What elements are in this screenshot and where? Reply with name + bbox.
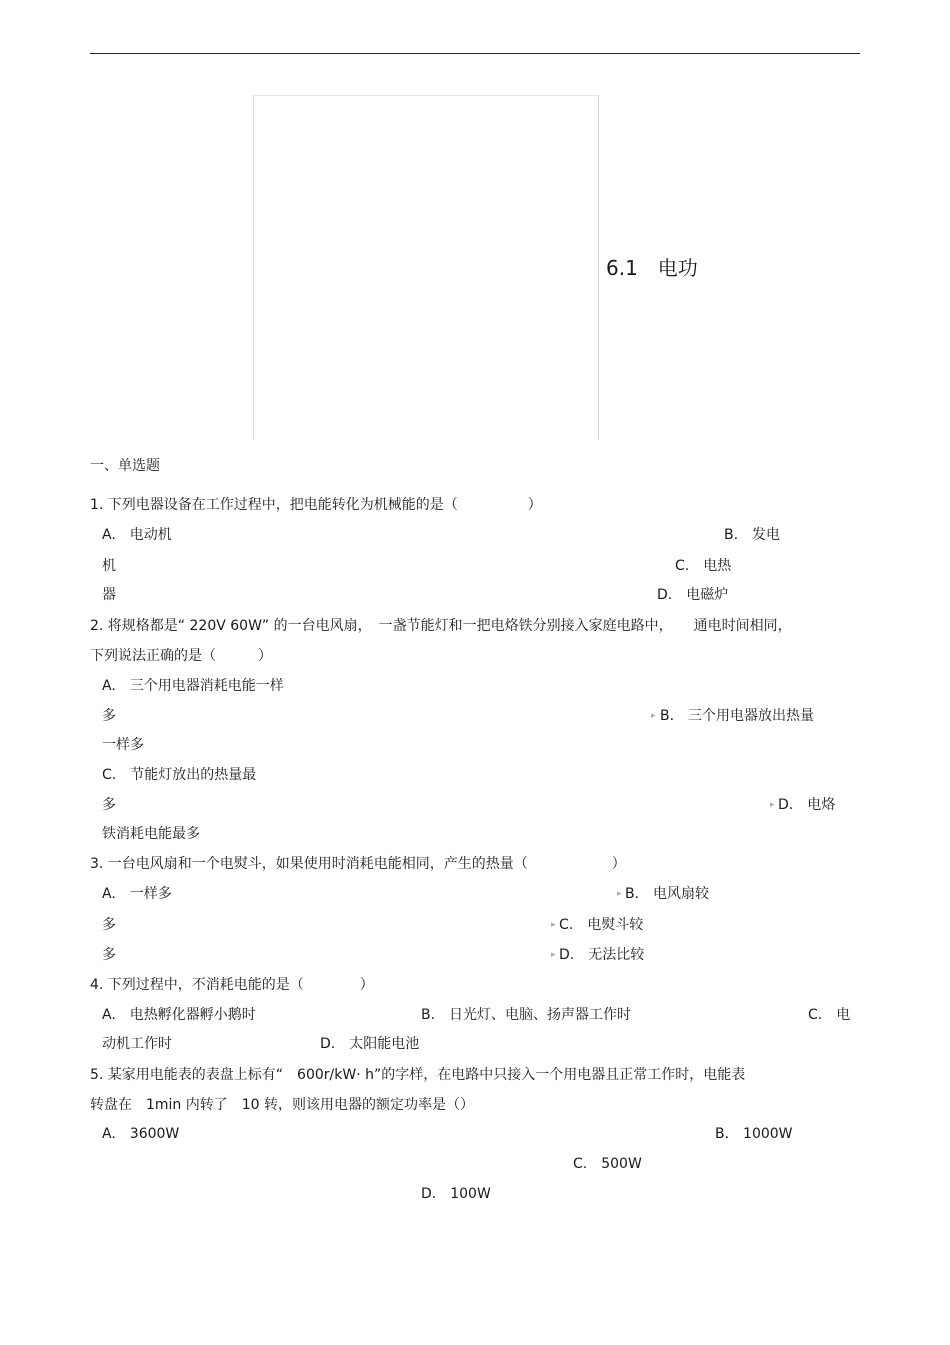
question-5-option-d: D. 100W: [421, 1186, 491, 1202]
question-2-stem-line-2: 下列说法正确的是（ ）: [90, 648, 272, 664]
question-5-stem-line-2: 转盘在 1min 内转了 10 转，则该用电器的额定功率是（）: [90, 1097, 475, 1113]
image-frame: [253, 95, 599, 440]
question-5-option-b: B. 1000W: [715, 1126, 793, 1142]
question-3-option-a: A. 一样多: [102, 886, 172, 902]
section-heading: 一、单选题: [90, 458, 160, 474]
marker-glyph: ▸: [551, 920, 556, 930]
marker-glyph: ▸: [651, 711, 656, 721]
question-3-option-c-cont: 多: [102, 947, 116, 963]
question-3-option-d: D. 无法比较: [559, 947, 645, 963]
question-1-stem: 1. 下列电器设备在工作过程中，把电能转化为机械能的是（ ）: [90, 497, 542, 513]
question-3-option-b-cont: 多: [102, 917, 116, 933]
question-2-option-b: B. 三个用电器放出热量: [660, 708, 815, 724]
marker-glyph: ▸: [551, 950, 556, 960]
question-2-option-a: A. 三个用电器消耗电能一样: [102, 678, 284, 694]
question-4-option-d: D. 太阳能电池: [320, 1036, 420, 1052]
page-title: 6.1 电功: [606, 256, 698, 280]
question-4-option-a: A. 电热孵化器孵小鹅时: [102, 1007, 256, 1023]
question-1-option-b: B. 发电: [724, 527, 781, 543]
header-rule: [90, 53, 860, 54]
question-4-option-c: C. 电: [808, 1007, 851, 1023]
question-3-option-b: B. 电风扇较: [625, 886, 710, 902]
question-2-option-c: C. 节能灯放出的热量最: [102, 767, 257, 783]
question-1-option-c: C. 电热: [675, 558, 732, 574]
question-5-option-a: A. 3600W: [102, 1126, 180, 1142]
question-1-option-a: A. 电动机: [102, 527, 172, 543]
question-2-option-d: D. 电烙: [778, 797, 836, 813]
question-4-option-c-cont: 动机工作时: [102, 1036, 172, 1052]
question-2-option-a-cont: 多: [102, 708, 116, 724]
question-2-stem-line-1: 2. 将规格都是“ 220V 60W” 的一台电风扇， 一盏节能灯和一把电烙铁分别接入家庭电路中， 通电时间相同，: [90, 618, 792, 634]
question-2-option-d-cont: 铁消耗电能最多: [102, 826, 200, 842]
marker-glyph: ▸: [617, 889, 622, 899]
question-5-option-c: C. 500W: [573, 1156, 642, 1172]
question-5-stem-line-1: 5. 某家用电能表的表盘上标有“ 600r/kW· h”的字样，在电路中只接入一个用电器且正常工作时，电能表: [90, 1067, 746, 1083]
marker-glyph: ▸: [770, 800, 775, 810]
question-2-option-c-cont: 多: [102, 797, 116, 813]
question-4-option-b: B. 日光灯、电脑、扬声器工作时: [421, 1007, 632, 1023]
question-3-stem: 3. 一台电风扇和一个电熨斗，如果使用时消耗电能相同，产生的热量（ ）: [90, 856, 626, 872]
question-3-option-c: C. 电熨斗较: [559, 917, 644, 933]
question-4-stem: 4. 下列过程中，不消耗电能的是（ ）: [90, 977, 374, 993]
question-1-option-d: D. 电磁炉: [657, 587, 729, 603]
question-2-option-b-cont: 一样多: [102, 737, 144, 753]
question-1-option-c-cont: 器: [102, 587, 116, 603]
question-1-option-b-cont: 机: [102, 558, 116, 574]
